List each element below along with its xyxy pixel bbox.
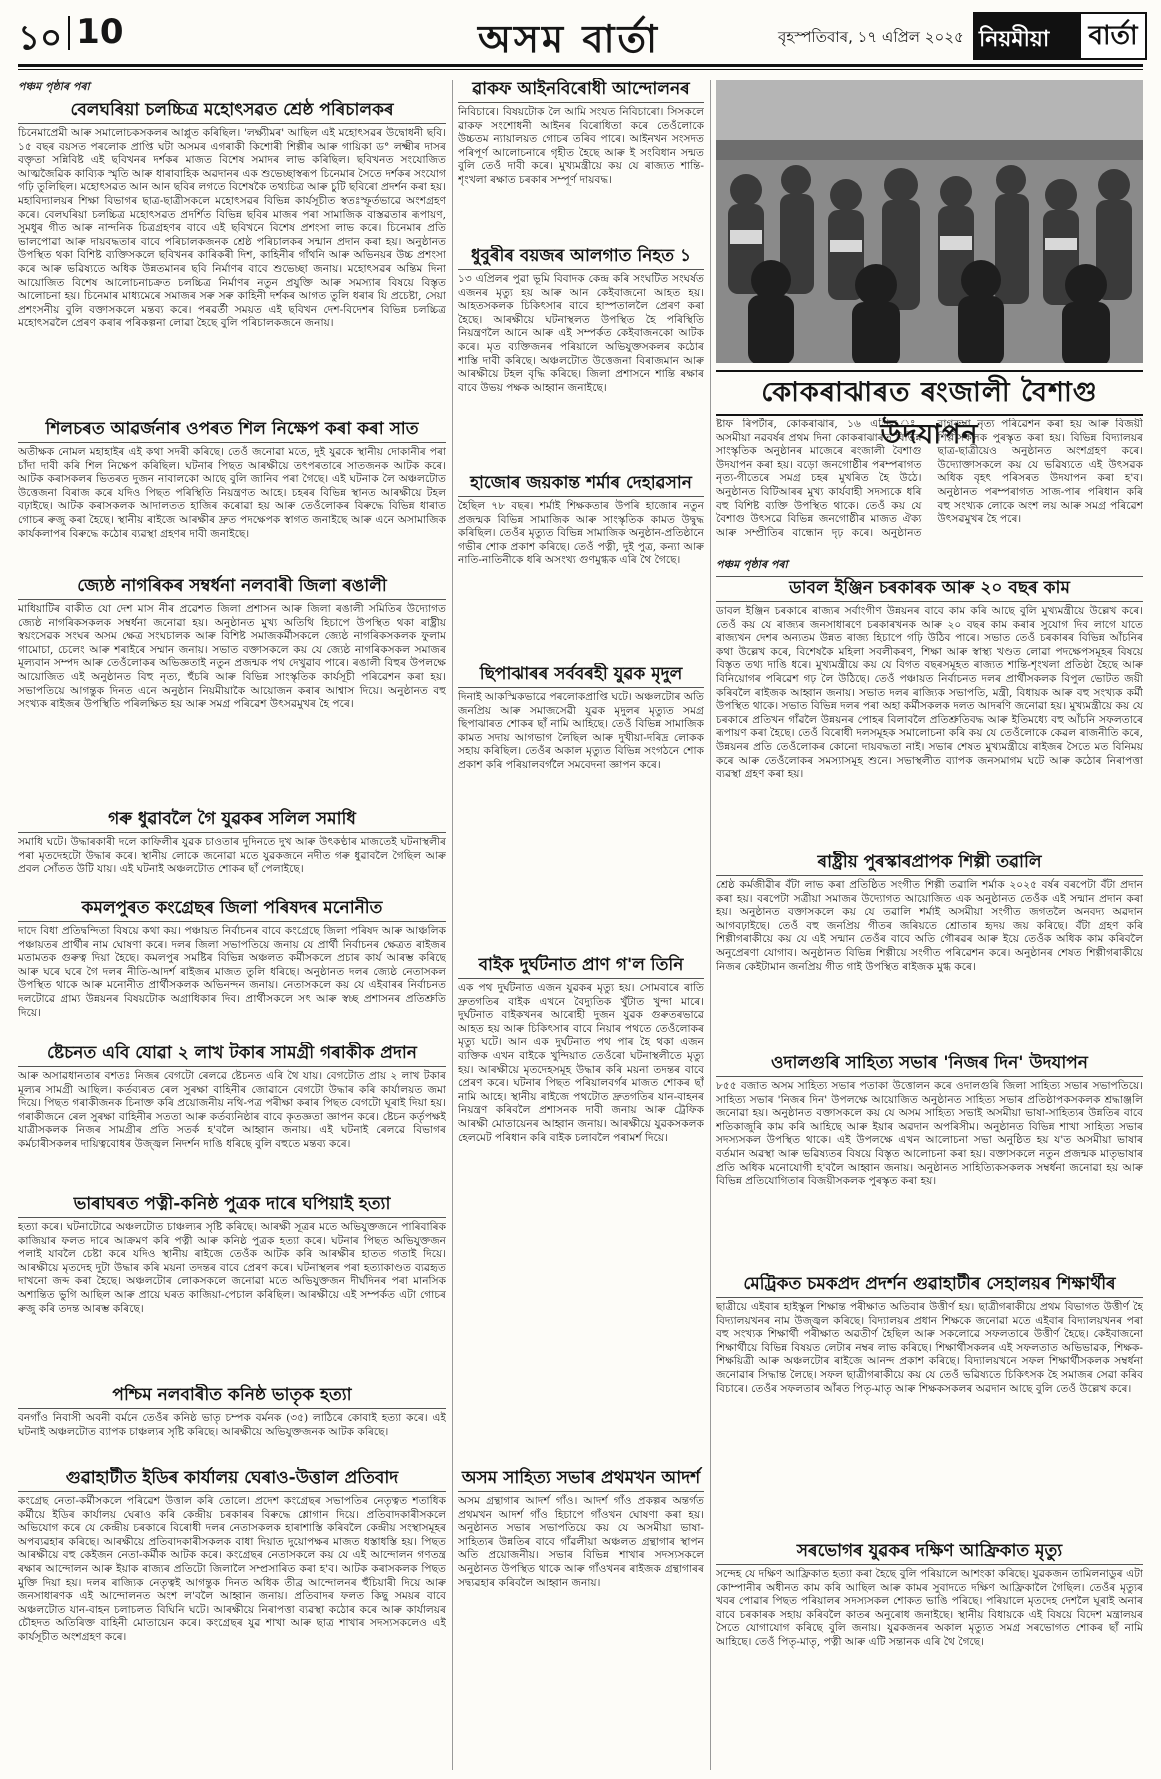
headline: পশ্চিম নলবাৰীত কনিষ্ঠ ভাতৃক হত্যা xyxy=(18,1384,446,1409)
headline: ডাবল ইঞ্জিন চৰকাৰক আৰু ২০ বছৰ কাম xyxy=(716,577,1143,602)
page-number-latin: 10 xyxy=(76,12,124,52)
issue-date: বৃহস্পতিবাৰ, ১৭ এপ্ৰিল ২০২৫ xyxy=(778,28,964,46)
article-national-award-artist xyxy=(716,851,1143,1047)
article-murder xyxy=(18,1193,446,1379)
article-body: ডাবল ইঞ্জিন চৰকাৰে ৰাজ্যৰ সৰ্বাংগীণ উন্নয়নৰ বাবে কাম কৰি আছে বুলি মুখ্যমন্ত্ৰীয়ে উল্লেখ কৰে। তেওঁ কয় যে ৰাজ্যৰ জনসাধাৰণে চৰকাৰখনক আৰু ২০ বছৰ কাম কৰাৰ সুযোগ দিব লাগে যাতে ৰাজ্যখন দেশৰ অন্যতম উন্নত ৰাজ্য হিচাপে গঢ়ি উঠিব পাৰে। সভাত তেওঁ চৰকাৰৰ বিভিন্ন আঁচনিৰ কথা উল্লেখ কৰে, বিশেষকৈ মহিলা সবলীকৰণ, শিক্ষা আৰু স্বাস্থ্য খণ্ডত লোৱা পদক্ষেপসমূহৰ বিষয়ে বিস্তৃত তথ্য দাঙি ধৰে। মুখ্যমন্ত্ৰীয়ে কয় যে বিগত বছৰসমূহত ৰাজ্যত শান্তি-শৃংখলা প্ৰতিষ্ঠা হৈছে আৰু বিনিয়োগৰ পৰিৱেশ গঢ় লৈ উঠিছে। তেওঁ পঞ্চায়ত নিৰ্বাচনত দলৰ প্ৰাৰ্থীসকলক বিপুল ভোটত জয়ী কৰিবলৈ ৰাইজক আহ্বান জনায়। সভাত দলৰ ৰাজ্যিক সভাপতি, মন্ত্ৰী, বিধায়ক আৰু বহু সংখ্যক কৰ্মী উপস্থিত থাকে। সভাত বিভিন্ন দলৰ পৰা অহা কৰ্মীসকলক দলত আদৰণি জনোৱা হয়। মুখ্যমন্ত্ৰীয়ে কয় যে চৰকাৰে প্ৰতিখন গাঁৱলৈ উন্নয়নৰ পোহৰ বিলাবলৈ প্ৰতিশ্ৰুতিবদ্ধ আৰু ইতিমধ্যে বহু আঁচনি সফলতাৰে ৰূপায়ণ কৰা হৈছে। তেওঁ বিৰোধী দলসমূহক সমালোচনা কৰি কয় যে তেওঁলোকে কেৱল ৰাজনীতি কৰে, উন্নয়নৰ প্ৰতি তেওঁলোকৰ কোনো দায়বদ্ধতা নাই। সভাৰ শেষত মুখ্যমন্ত্ৰীয়ে ৰাইজৰ সৈতে মত বিনিময় কৰে আৰু তেওঁলোকৰ সমস্যাসমূহ শুনে। সভাস্থলীত ব্যাপক জনসমাগম ঘটে আৰু কঠোৰ নিৰাপত্তা ব্যৱস্থা গ্ৰহণ কৰা হয়। xyxy=(716,605,1143,781)
article-body: অতীক্ষক নোমল মহাহাইৰ এই কথা সদৰী কৰিছে। তেওঁ জনোৱা মতে, দুই যুৱকে স্থানীয় দোকানীৰ পৰা চাঁদা দাবী কৰি শিল নিক্ষেপ কৰিছিল। ঘটনাৰ পিছত আৰক্ষীয়ে তৎপৰতাৰে সাতজনক আটক কৰে। আটক কৰাসকলৰ ভিতৰত দুজন নাবালকো আছে বুলি জানিব পৰা গৈছে। এই ঘটনাক লৈ অঞ্চলটোত উত্তেজনা বিৰাজ কৰে যদিও পিছত পৰিস্থিতি নিয়ন্ত্ৰণত আহে। চহৰৰ বিভিন্ন স্থানত আৰক্ষীয়ে টহল বঢ়াইছে। আটক কৰাসকলক আদালতত হাজিৰ কৰোৱা হয় আৰু তেওঁলোকৰ বিৰুদ্ধে বিভিন্ন ধাৰাত গোচৰ ৰুজু কৰা হৈছে। স্থানীয় ৰাইজে আৰক্ষীৰ দ্ৰুত পদক্ষেপক স্বাগত জনাইছে আৰু এনে অসামাজিক কাৰ্যকলাপৰ বিৰুদ্ধে কঠোৰ ব্যৱস্থা গ্ৰহণৰ দাবী জনাইছে। xyxy=(18,446,446,540)
page-number-divider xyxy=(68,16,70,50)
article-kamalpur xyxy=(18,897,446,1037)
article-sipajhar xyxy=(458,663,704,949)
column-divider xyxy=(452,80,453,1770)
continued-label: পঞ্চম পৃষ্ঠাৰ পৰা xyxy=(716,556,1143,577)
article-senior-citizens xyxy=(18,575,446,803)
headline: ভাৰাঘৰত পত্নী-কনিষ্ঠ পুত্ৰক দাৰে ঘপিয়াই হত্যা xyxy=(18,1193,446,1218)
article-film-festival xyxy=(18,78,446,413)
masthead xyxy=(18,10,1143,72)
bihu-celebration-photo xyxy=(716,80,1143,363)
article-body: সন্দেহ যে দক্ষিণ আফ্ৰিকাত হত্যা কৰা হৈছে বুলি পৰিয়ালে আশংকা কৰিছে। যুৱকজন তামিলনাডুৰ এটা কোম্পানীৰ অধীনত কাম কৰি আছিল আৰু কামৰ সুবাদতে দক্ষিণ আফ্ৰিকালৈ গৈছিল। তেওঁৰ মৃত্যুৰ খবৰ পোৱাৰ পিছত পৰিয়ালৰ সদস্যসকল শোকত ভাঙি পৰিছে। পৰিয়ালে মৃতদেহ দেশলৈ ঘূৰাই অনাৰ বাবে চৰকাৰক সহায় কৰিবলৈ কাতৰ অনুৰোধ জনাইছে। স্থানীয় বিধায়কে এই বিষয়ে বিদেশ মন্ত্ৰালয়ৰ সৈতে যোগাযোগ কৰিছে বুলি জনায়। যুৱকজনৰ অকাল মৃত্যুত সমগ্ৰ সৰভোগত শোকৰ ছাঁ নামি আহিছে। তেওঁ পিতৃ-মাতৃ, পত্নী আৰু এটি সন্তানক এৰি থৈ গৈছে। xyxy=(716,1568,1143,1648)
section-title: অসম বাৰ্তা xyxy=(478,16,661,61)
article-south-africa-death xyxy=(716,1540,1143,1771)
headline: গৰু ধুৱাবলৈ গৈ যুৱকৰ সলিল সমাধি xyxy=(18,808,446,833)
page-number xyxy=(18,12,124,69)
headline: মেট্ৰিকত চমকপ্ৰদ প্ৰদৰ্শন গুৱাহাটীৰ সেহালয়ৰ শিক্ষাৰ্থীৰ xyxy=(716,1273,1143,1298)
article-body: বনগাঁও নিবাসী অবনী বৰ্মনে তেওঁৰ কনিষ্ঠ ভাতৃ চম্পক বৰ্মনক (৩৫) লাঠিৰে কোবাই হত্যা কৰে। এই ঘটনাই অঞ্চলটোত ব্যাপক চাঞ্চল্যৰ সৃষ্টি কৰিছে। আৰক্ষীয়ে অভিযুক্তজনক আটক কৰিছে। xyxy=(18,1412,446,1438)
crowd-photo-graphic xyxy=(716,80,1143,363)
article-body: চিনেমাপ্ৰেমী আৰু সমালোচকসকলৰ আপ্লুত কৰিছিল। 'লক্ষ্যীমৰ' আছিল এই মহোৎসৱৰ উদ্বোধনী ছবি। ১৫ বছৰ বয়সত পৰলোক প্ৰাপ্তি ঘটা অসমৰ এগৰাকী কিশোৰী শিল্পীৰ আৰু গায়িকা ড° লক্ষ্মীৰ দাসৰ বক্তৃতা সন্নিবিষ্ট এই ছবিখনৰ দৰ্শকৰ মাজত বিশেষ সমাদৰ লাভ কৰিছিল। ছবিখনত সংযোজিত আত্মজৈৱিক কাব্যিক স্মৃতি আৰু ধাৰাবাহিক অৱদানৰ এক শুভেচ্ছাস্বৰূপ চিনেমাৰ সৈতে দৰ্শকৰ সংযোগ গঢ়ি তুলিছিল। মহোৎসৱত আন আন ছবিৰ লগতে বিশেষকৈ তথ্যচিত্ৰ আৰু চুটি ছবিৰো প্ৰদৰ্শন কৰা হয়। মহাবিদ্যালয়ৰ শিক্ষা বিভাগৰ ছাত্ৰ-ছাত্ৰীসকলে মহোৎসৱৰ বিভিন্ন কাৰ্যসূচীত স্বতঃস্ফূৰ্তভাৱে অংশগ্ৰহণ কৰে। বেলঘৰিয়া চলচ্চিত্ৰ মহোৎসৱত প্ৰদৰ্শিত বিভিন্ন ছবিৰ মাজৰ পৰা সামাজিক বাস্তৱতাৰ ৰূপায়ণ, সুমধুৰ গীত আৰু নান্দনিক চিত্ৰগ্ৰহণৰ বাবে এই ছবিখনে বিশেষ প্ৰশংসা লাভ কৰে। চিনেমাৰ প্ৰতি ভালপোৱা আৰু দায়বদ্ধতাৰ বাবে পৰিচালকজনক শ্ৰেষ্ঠ পৰিচালকৰ সন্মান প্ৰদান কৰা হয়। অনুষ্ঠানত উপস্থিত থকা বিশিষ্ট ব্যক্তিসকলে ছবিখনৰ কাৰিকৰী দিশ, কাহিনীৰ গাঁথনি আৰু অভিনয়ৰ উচ্চ প্ৰশংসা কৰে আৰু ভৱিষ্যতে অধিক উন্নতমানৰ ছবি নিৰ্মাণৰ বাবে শুভেচ্ছা জনায়। মহোৎসৱৰ অন্তিম দিনা আয়োজিত বিশেষ আলোচনাচক্ৰত চলচ্চিত্ৰ নিৰ্মাণৰ নতুন প্ৰযুক্তি আৰু সমস্যাৰ বিষয়ে বিস্তৃত আলোচনা হয়। চিনেমাৰ মাধ্যমেৰে সমাজৰ সৰু সৰু কাহিনী দৰ্শকৰ আগত তুলি ধৰাৰ যি প্ৰচেষ্টা, সেয়া প্ৰশংসনীয় বুলি বক্তাসকলে মন্তব্য কৰে। পৰৱৰ্তী সময়ত এই ছবিখন দেশ-বিদেশৰ বিভিন্ন চলচ্চিত্ৰ মহোৎসৱলৈ প্ৰেৰণ কৰাৰ পৰিকল্পনা লোৱা হৈছে বুলি পৰিচালকজনে জনায়। xyxy=(18,127,446,330)
headline: ছিপাঝাৰৰ সৰ্ববৰহী যুৱক মৃদুল xyxy=(458,663,704,688)
headline: সৰভোগৰ যুৱকৰ দক্ষিণ আফ্ৰিকাত মৃত্যু xyxy=(716,1540,1143,1565)
article-body: অসম গ্ৰন্থাগাৰ আদৰ্শ গাঁও। আদৰ্শ গাঁও প্ৰকল্পৰ অন্তৰ্গত প্ৰথমখন আদৰ্শ গাঁও হিচাপে গাঁওখন ঘোষণা কৰা হয়। অনুষ্ঠানত সভাৰ সভাপতিয়ে কয় যে অসমীয়া ভাষা-সাহিত্যৰ উন্নতিৰ বাবে গাঁৱলীয়া অঞ্চলত গ্ৰন্থাগাৰ স্থাপন অতি প্ৰয়োজনীয়। সভাৰ বিভিন্ন শাখাৰ সদস্যসকলে অনুষ্ঠানত উপস্থিত থাকে আৰু গাঁওখনৰ ৰাইজক গ্ৰন্থাগাৰৰ সদ্ব্যৱহাৰ কৰিবলৈ আহ্বান জনায়। xyxy=(458,1495,704,1589)
bihu-headline-banner xyxy=(716,370,1143,450)
logo-text-2: বাৰ্তা xyxy=(1081,14,1145,58)
headline: বেলঘৰিয়া চলচ্চিত্ৰ মহোৎসৱত শ্ৰেষ্ঠ পৰিচালকৰ xyxy=(18,99,446,124)
article-body: দাদে বিধা প্ৰতিদ্বন্দিতা বিষয়ে কথা কয়। পঞ্চায়ত নিৰ্বাচনৰ বাবে কংগ্ৰেছে জিলা পৰিষদ আৰু আঞ্চলিক পঞ্চায়তৰ প্ৰাৰ্থীৰ নাম ঘোষণা কৰে। দলৰ জিলা সভাপতিয়ে জনায় যে প্ৰাৰ্থী নিৰ্বাচনৰ ক্ষেত্ৰত ৰাইজৰ মতামতক গুৰুত্ব দিয়া হৈছে। কমলপুৰ সমষ্টিৰ বিভিন্ন অঞ্চলত কৰ্মীসকলে প্ৰচাৰ কাৰ্য আৰম্ভ কৰিছে আৰু ঘৰে ঘৰে গৈ দলৰ নীতি-আদৰ্শ ৰাইজৰ মাজত তুলি ধৰিছে। অনুষ্ঠানত দলৰ জ্যেষ্ঠ নেতাসকল উপস্থিত থাকে আৰু মনোনীত প্ৰাৰ্থীসকলক অভিনন্দন জনায়। নেতাসকলে কয় যে এইবাৰৰ নিৰ্বাচনত দলটোৱে গ্ৰাম্য উন্নয়নৰ বিষয়টোক অগ্ৰাধিকাৰ দিব। প্ৰাৰ্থীসকলে সৎ আৰু স্বচ্ছ প্ৰশাসনৰ প্ৰতিশ্ৰুতি দিয়ে। xyxy=(18,925,446,1019)
headline: ৰাষ্ট্ৰীয় পুৰস্কাৰপ্ৰাপক শিল্পী তৱালি xyxy=(716,851,1143,876)
logo-text-1: নিয়মীয়া xyxy=(979,27,1050,52)
article-body: নিবিচাৰে। বিষয়টোক লৈ আমি সংযত নিবিচাৰো। সিসকলে ৱাকফ সংশোধনী আইনৰ বিৰোধিতা কৰে তেওঁলোকে উচ্চতম ন্যায়ালয়ত গোচৰ তৰিব পাৰে। আইনখন সংসদত পৰিপূৰ্ণ আলোচনাৰে গৃহীত হৈছে আৰু ই সংবিধান সন্মত বুলি তেওঁ দাবী কৰে। মুখ্যমন্ত্ৰীয়ে কয় যে ৰাজ্যত শান্তি-শৃংখলা ৰক্ষাত চৰকাৰ সম্পূৰ্ণ দায়বদ্ধ। xyxy=(458,106,704,186)
headline: হাজোৰ জয়কান্ত শৰ্মাৰ দেহাৱসান xyxy=(458,472,704,497)
article-body: সমাধি ঘটে। উদ্ধাৰকাৰী দলে কাফিলীৰ যুৱক চাওতাৰ দুদিনতে দুখ আৰু উৎকণ্ঠাৰ মাজতেই ঘটনাস্থলীৰ পৰা মৃতদেহটো উদ্ধাৰ কৰে। স্থানীয় লোকে জনোৱা মতে যুৱকজনে নদীত গৰু ধুৱাবলৈ গৈছিল আৰু প্ৰবল সোঁতত উটি যায়। এই ঘটনাই অঞ্চলটোত শোকৰ ছাঁ পেলাইছে। xyxy=(18,836,446,876)
article-station-bag xyxy=(18,1042,446,1188)
headline: অসম সাহিত্য সভাৰ প্ৰথমখন আদৰ্শ xyxy=(458,1467,704,1492)
article-body: হত্যা কৰে। ঘটনাটোৱে অঞ্চলটোত চাঞ্চল্যৰ সৃষ্টি কৰিছে। আৰক্ষী সূত্ৰৰ মতে অভিযুক্তজনে পাৰিবাৰিক কাজিয়াৰ ফলত দাৰে আক্ৰমণ কৰি পত্নী আৰু কনিষ্ঠ পুত্ৰক হত্যা কৰে। ঘটনাৰ পিছত অভিযুক্তজন পলাই যাবলৈ চেষ্টা কৰে যদিও স্থানীয় ৰাইজে তেওঁক আটক কৰি আৰক্ষীৰ হাতত গতাই দিয়ে। আৰক্ষীয়ে মৃতদেহ দুটা উদ্ধাৰ কৰি ময়না তদন্তৰ বাবে প্ৰেৰণ কৰে। ঘটনাস্থলৰ পৰা হত্যাকাণ্ডত ব্যৱহৃত দাখনো জব্দ কৰা হৈছে। অঞ্চলটোৰ লোকসকলে জনোৱা মতে অভিযুক্তজন দীৰ্ঘদিনৰ পৰা মানসিক অশান্তিত ভুগি আছিল আৰু প্ৰায়ে ঘৰত কাজিয়া-পেচাল কৰিছিল। আৰক্ষীয়ে এই সম্পৰ্কত এটা গোচৰ ৰুজু কৰি তদন্ত আৰম্ভ কৰিছে। xyxy=(18,1221,446,1315)
masthead-rule xyxy=(18,64,1143,67)
article-bike-accident xyxy=(458,954,704,1462)
headline: গুৱাহাটীত ইডিৰ কাৰ্যালয় ঘেৰাও-উত্তাল প্ৰতিবাদ xyxy=(18,1467,446,1492)
headline: ধুবুৰীৰ বয়জৰ আলগাত নিহত ১ xyxy=(458,245,704,270)
article-body: মাধিয়াটিৰ বাকীত যো দেশ মাস নীৰ প্ৰৱেশত জিলা প্ৰশাসন আৰু জিলা ৰঙালী সমিতিৰ উদ্যোগত জ্যেষ্ঠ নাগৰিকসকলক সম্বৰ্ধনা জনোৱা হয়। অনুষ্ঠানত মুখ্য অতিথি হিচাপে উপস্থিত থকা ৰাষ্ট্ৰীয় স্বয়ংসেৱক সংঘৰ অসম ক্ষেত্ৰ সংঘচালক আৰু বিশিষ্ট সমাজকৰ্মীসকলে জ্যেষ্ঠ নাগৰিকসকলক ফুলাম গামোচা, চেলেং আৰু শৰাইৰে সম্মান জনায়। সভাত বক্তাসকলে কয় যে জ্যেষ্ঠ নাগৰিকসকল সমাজৰ মূল্যবান সম্পদ আৰু তেওঁলোকৰ অভিজ্ঞতাই নতুন প্ৰজন্মক পথ দেখুৱাব পাৰে। ৰঙালী বিহুৰ উপলক্ষে আয়োজিত এই অনুষ্ঠানত বিহু নৃত্য, হুঁচৰি আৰু বিভিন্ন সাংস্কৃতিক কাৰ্যসূচী পৰিৱেশন কৰা হয়। সভাপতিয়ে আগন্তুক দিনত এনে অনুষ্ঠান নিয়মীয়াকৈ আয়োজন কৰাৰ আশ্বাস দিয়ে। অনুষ্ঠানত বহু সংখ্যক ৰাইজৰ উপস্থিতি পৰিলক্ষিত হয় আৰু সমগ্ৰ পৰিৱেশ উৎসৱমুখৰ হৈ পৰে। xyxy=(18,603,446,711)
column-divider xyxy=(710,80,711,1770)
headline: ৱাকফ আইনবিৰোধী আন্দোলনৰ xyxy=(458,78,704,103)
continued-label: পঞ্চম পৃষ্ঠাৰ পৰা xyxy=(18,80,90,93)
article-sahitya-sabha-village xyxy=(458,1467,704,1771)
article-body: হৈছিল ৭৮ বছৰ। শৰ্মাই শিক্ষকতাৰ উপৰি হাজোৰ নতুন প্ৰজন্মক বিভিন্ন সামাজিক আৰু সাংস্কৃতিক কামত উদ্বুদ্ধ কৰিছিল। তেওঁৰ মৃত্যুত বিভিন্ন সামাজিক অনুষ্ঠান-প্ৰতিষ্ঠানে গভীৰ শোক প্ৰকাশ কৰিছে। তেওঁ পত্নী, দুই পুত্ৰ, কন্যা আৰু নাতি-নাতিনীকে ধৰি অসংখ্য গুণমুগ্ধক এৰি থৈ গৈছে। xyxy=(458,500,704,567)
page-number-bengali: ১০ xyxy=(18,18,63,58)
article-dhubri xyxy=(458,245,704,467)
article-drowning xyxy=(18,808,446,892)
article-bihu-body xyxy=(716,418,1143,550)
headline: বাইক দুৰ্ঘটনাত প্ৰাণ গ'ল তিনি xyxy=(458,954,704,979)
article-double-engine xyxy=(716,556,1143,846)
headline: শিলচৰত আৱৰ্জনাৰ ওপৰত শিল নিক্ষেপ কৰা কৰা সাত xyxy=(18,418,446,443)
article-nalbari xyxy=(18,1384,446,1462)
article-hajo-obituary xyxy=(458,472,704,658)
article-ed-protest xyxy=(18,1467,446,1771)
article-body: ছাত্ৰীয়ে এইবাৰ হাইস্কুল শিক্ষান্ত পৰীক্ষাত অতিবাৰ উত্তীৰ্ণ হয়। ছাত্ৰীগৰাকীয়ে প্ৰথম বিভাগত উত্তীৰ্ণ হৈ বিদ্যালয়খনৰ নাম উজ্জ্বল কৰিছে। বিদ্যালয়ৰ প্ৰধান শিক্ষকে জনোৱা মতে এইবাৰ বিদ্যালয়খনৰ পৰা বহু সংখ্যক শিক্ষাৰ্থী পৰীক্ষাত অৱতীৰ্ণ হৈছিল আৰু সকলোৱে সফলতাৰে উত্তীৰ্ণ হৈছে। কেইবাজনো শিক্ষাৰ্থীয়ে বিভিন্ন বিষয়ত লেটাৰ নম্বৰ লাভ কৰিছে। শিক্ষাৰ্থীসকলৰ এই সফলতাত অভিভাৱক, শিক্ষক-শিক্ষয়িত্ৰী আৰু অঞ্চলটোৰ ৰাইজে আনন্দ প্ৰকাশ কৰিছে। বিদ্যালয়খনে সফল শিক্ষাৰ্থীসকলক সম্বৰ্ধনা জনোৱাৰ সিদ্ধান্ত লৈছে। সফল ছাত্ৰীগৰাকীয়ে কয় যে তেওঁ ভৱিষ্যতে চিকিৎসক হৈ সমাজৰ সেৱা কৰিব বিচাৰে। তেওঁৰ সফলতাৰ আঁৰত পিতৃ-মাতৃ আৰু শিক্ষকসকলৰ অৱদান আছে বুলি তেওঁ উল্লেখ কৰে। xyxy=(716,1301,1143,1395)
article-waqf xyxy=(458,78,704,240)
article-body: ১৩ এপ্ৰিলৰ পুৱা ভূমি বিবাদক কেন্দ্ৰ কৰি সংঘটিত সংঘৰ্ষত এজনৰ মৃত্যু হয় আৰু আন কেইবাজনো আহত হয়। আহতসকলক চিকিৎসাৰ বাবে হাস্পতাললৈ প্ৰেৰণ কৰা হৈছে। আৰক্ষীয়ে ঘটনাস্থলত উপস্থিত হৈ পৰিস্থিতি নিয়ন্ত্ৰণলৈ আনে আৰু এই সম্পৰ্কত কেইবাজনকো আটক কৰে। মৃত ব্যক্তিজনৰ পৰিয়ালে অভিযুক্তসকলৰ কঠোৰ শাস্তি দাবী কৰিছে। অঞ্চলটোত উত্তেজনা বিৰাজমান আৰু আৰক্ষীয়ে টহল বৃদ্ধি কৰিছে। জিলা প্ৰশাসনে শান্তি ৰক্ষাৰ বাবে উভয় পক্ষক আহ্বান জনাইছে। xyxy=(458,273,704,394)
headline: জ্যেষ্ঠ নাগৰিকৰ সম্বৰ্ধনা নলবাৰী জিলা ৰঙালী xyxy=(18,575,446,600)
article-body: কংগ্ৰেছ নেতা-কৰ্মীসকলে পৰিৱেশ উত্তাল কৰি তোলে। প্ৰদেশ কংগ্ৰেছৰ সভাপতিৰ নেতৃত্বত শতাধিক কৰ্মীয়ে ইডিৰ কাৰ্যালয় ঘেৰাও কৰি কেন্দ্ৰীয় চৰকাৰৰ বিৰুদ্ধে শ্লোগান দিয়ে। প্ৰতিবাদকাৰীসকলে অভিযোগ কৰে যে কেন্দ্ৰীয় চৰকাৰে বিৰোধী দলৰ নেতাসকলক হাৰাশাস্তি কৰিবলৈ কেন্দ্ৰীয় সংস্থাসমূহৰ অপব্যৱহাৰ কৰিছে। আৰক্ষীয়ে প্ৰতিবাদকাৰীসকলক বাধা দিয়াত দুয়োপক্ষৰ মাজত ধস্তাধস্তি হয়। পিছত আৰক্ষীয়ে বহু কেইজন নেতা-কৰ্মীক আটক কৰে। কংগ্ৰেছৰ নেতাসকলে কয় যে এই আন্দোলন গণতন্ত্ৰ ৰক্ষাৰ আন্দোলন আৰু ইয়াক ৰাজ্যৰ প্ৰতিটো জিলালৈ সম্প্ৰসাৰিত কৰা হ'ব। আটক কৰাসকলক পিছত মুক্তি দিয়া হয়। দলৰ ৰাজ্যিক নেতৃত্বই আগন্তুক দিনত অধিক তীব্ৰ আন্দোলনৰ হুঁচিয়াৰী দিয়ে আৰু জনসাধাৰণক এই আন্দোলনত অংশ ল'বলৈ আহ্বান জনায়। প্ৰতিবাদৰ ফলত কিছু সময়ৰ বাবে অঞ্চলটোত যান-বাহন চলাচলত বিঘিনি ঘটে। আৰক্ষীয়ে নিৰাপত্তা ব্যৱস্থা কঠোৰ কৰে আৰু কাৰ্যালয়ৰ চৌহদত অতিৰিক্ত বাহিনী মোতায়েন কৰে। কংগ্ৰেছৰ যুৱ শাখা আৰু ছাত্ৰ শাখাৰ সদস্যসকলেও এই কাৰ্যসূচীত অংশগ্ৰহণ কৰে। xyxy=(18,1495,446,1643)
article-matric-result xyxy=(716,1273,1143,1535)
article-body: ৮৫৫ বজাত অসম সাহিত্য সভাৰ পতাকা উত্তোলন কৰে ওদালগুৰি জিলা সাহিত্য সভাৰ সভাপতিয়ে। সাহিত্য সভাৰ 'নিজৰ দিন' উপলক্ষে আয়োজিত অনুষ্ঠানত সাহিত্য সভাৰ প্ৰতিষ্ঠাপকসকলক শ্ৰদ্ধাঞ্জলি জনোৱা হয়। অনুষ্ঠানত বক্তাসকলে কয় যে অসম সাহিত্য সভাই অসমীয়া ভাষা-সাহিত্যৰ উন্নতিৰ বাবে শতিকাজুৰি কাম কৰি আহিছে আৰু ইয়াৰ অৱদান অপৰিসীম। অনুষ্ঠানত বিভিন্ন শাখা সাহিত্য সভাৰ সদস্যসকল উপস্থিত থাকে। এই উপলক্ষে এখন আলোচনা সভা অনুষ্ঠিত হয় য'ত অসমীয়া ভাষাৰ বৰ্তমান অৱস্থা আৰু ভৱিষ্যতৰ বিষয়ে বিস্তৃত আলোচনা কৰা হয়। বক্তাসকলে নতুন প্ৰজন্মক মাতৃভাষাৰ প্ৰতি অধিক মনোযোগী হ'বলৈ আহ্বান জনায়। অনুষ্ঠানত সাহিত্যিকসকলক সম্বৰ্ধনা জনোৱা হয় আৰু বিভিন্ন প্ৰতিযোগিতাৰ বিজয়ীসকলক পুৰস্কৃত কৰা হয়। xyxy=(716,1080,1143,1188)
headline: ওদালগুৰি সাহিত্য সভাৰ 'নিজৰ দিন' উদযাপন xyxy=(716,1052,1143,1077)
headline: কমলপুৰত কংগ্ৰেছৰ জিলা পৰিষদৰ মনোনীত xyxy=(18,897,446,922)
headline: ষ্টেচনত এবি যোৱা ২ লাখ টকাৰ সামগ্ৰী গৰাকীক প্ৰদান xyxy=(18,1042,446,1067)
article-body: দিনাই আকস্মিকভাৱে পৰলোকপ্ৰাপ্তি ঘটে। অঞ্চলটোৰ অতি জনপ্ৰিয় আৰু সমাজসেৱী যুৱক মৃদুলৰ মৃত্যুত সমগ্ৰ ছিপাঝাৰত শোকৰ ছাঁ নামি আহিছে। তেওঁ বিভিন্ন সামাজিক কামত সদায় আগভাগ লৈছিল আৰু দুখীয়া-দৰিদ্ৰ লোকক সহায় কৰিছিল। তেওঁৰ অকাল মৃত্যুত বিভিন্ন সংগঠনে শোক প্ৰকাশ কৰি পৰিয়ালবৰ্গলৈ সমবেদনা জ্ঞাপন কৰে। xyxy=(458,691,704,771)
article-silchar xyxy=(18,418,446,570)
article-body: শ্ৰেষ্ঠ কৰ্মজীৱীৰ বঁটা লাভ কৰা প্ৰতিষ্ঠিত সংগীত শিল্পী তৱালি শৰ্মাক ২০২৫ বৰ্ষৰ বৰপেটা বঁটা প্ৰদান কৰা হয়। বৰপেটা সত্ৰীয়া সমাজৰ উদ্যোগত আয়োজিত এক অনুষ্ঠানত তেওঁক এই সন্মান প্ৰদান কৰা হয়। অনুষ্ঠানত বক্তাসকলে কয় যে তৱালি শৰ্মাই অসমীয়া সংগীত জগতলৈ অনবদ্য অৱদান আগবঢ়াইছে। তেওঁ বহু জনপ্ৰিয় গীতৰ জৰিয়তে শ্ৰোতাৰ হৃদয় জয় কৰিছে। বঁটা গ্ৰহণ কৰি শিল্পীগৰাকীয়ে কয় যে এই সন্মান তেওঁৰ বাবে অতি গৌৰৱৰ আৰু ইয়ে তেওঁক অধিক কাম কৰিবলৈ অনুপ্ৰেৰণা যোগাব। অনুষ্ঠানত বিভিন্ন শিল্পীয়ে সংগীত পৰিৱেশন কৰে। অনুষ্ঠানৰ শেষত শিল্পীগৰাকীয়ে নিজৰ কেইটামান জনপ্ৰিয় গীত গাই উপস্থিত ৰাইজক মুগ্ধ কৰে। xyxy=(716,879,1143,973)
article-body: ষ্টাফ ৰিপৰ্টাৰ, কোকৰাঝাৰ, ১৬ এপ্ৰিল ঃ অসমীয়া নৱবৰ্ষৰ প্ৰথম দিনা কোকৰাঝাৰত বিভিন্ন সাংস্কৃতিক অনুষ্ঠানৰ মাজেৰে ৰংজালী বৈশাগু উদযাপন কৰা হয়। বড়ো জনগোষ্ঠীৰ পৰম্পৰাগত নৃত্য-গীতেৰে সমগ্ৰ চহৰ মুখৰিত হৈ উঠে। অনুষ্ঠানত বিটিআৰৰ মুখ্য কাৰ্যবাহী সদস্যকে ধৰি বহু বিশিষ্ট ব্যক্তি উপস্থিত থাকে। তেওঁ কয় যে বৈশাগু উৎসৱে বিভিন্ন জনগোষ্ঠীৰ মাজত ঐক্য আৰু সম্প্ৰীতিৰ বান্ধোন দৃঢ় কৰে। অনুষ্ঠানত বাগৰুম্বা নৃত্য পৰিৱেশন কৰা হয় আৰু বিজয়ী শিল্পীসকলক পুৰস্কৃত কৰা হয়। বিভিন্ন বিদ্যালয়ৰ ছাত্ৰ-ছাত্ৰীয়েও অনুষ্ঠানত অংশগ্ৰহণ কৰে। উদ্যোক্তাসকলে কয় যে ভৱিষ্যতে এই উৎসৱক অধিক বৃহৎ পৰিসৰত উদযাপন কৰা হ'ব। অনুষ্ঠানত পৰম্পৰাগত সাজ-পাৰ পৰিধান কৰি বহু সংখ্যক লোকে অংশ লয় আৰু সমগ্ৰ পৰিৱেশ উৎসৱমুখৰ হৈ পৰে। xyxy=(716,418,1143,539)
banner-headline: কোকৰাঝাৰত ৰংজালী বৈশাগু উদযাপন xyxy=(761,377,1098,450)
article-body: আৰু অসাৱধানতাৰ বশতঃ নিজৰ বেগটো ৰেলৱে ষ্টেচনত এৰি থৈ যায়। বেগটোত প্ৰায় ২ লাখ টকাৰ মূল্যৰ সামগ্ৰী আছিল। কৰ্তব্যৰত ৰেল সুৰক্ষা বাহিনীৰ জোৱানে বেগটো উদ্ধাৰ কৰি কাৰ্যালয়ত জমা দিয়ে। পিছত গৰাকীজনক চিনাক্ত কৰি প্ৰয়োজনীয় নথি-পত্ৰ পৰীক্ষা কৰাৰ পিছত বেগটো ঘূৰাই দিয়া হয়। গৰাকীজনে ৰেল সুৰক্ষা বাহিনীৰ সততা আৰু কৰ্তব্যনিষ্ঠাৰ বাবে কৃতজ্ঞতা জ্ঞাপন কৰে। ষ্টেচন কৰ্তৃপক্ষই যাত্ৰীসকলক নিজৰ সামগ্ৰীৰ প্ৰতি সতৰ্ক হ'বলৈ আহ্বান জনায়। এই ঘটনাই ৰেলৱে বিভাগৰ কৰ্মচাৰীসকলৰ দায়িত্ববোধৰ উজ্জ্বল নিদৰ্শন দাঙি ধৰিছে বুলি বহুতে মন্তব্য কৰে। xyxy=(18,1070,446,1150)
newspaper-logo xyxy=(973,12,1147,60)
masthead-rule-thin xyxy=(18,69,1143,70)
article-body: এক পথ দুৰ্ঘটনাত এজন যুৱকৰ মৃত্যু হয়। সোমবাৰে ৰাতি দ্ৰুতগতিৰ বাইক এখনে বৈদ্যুতিক খুঁটাত খুন্দা মাৰে। দুৰ্ঘটনাত বাইকখনৰ আৰোহী দুজন যুৱক গুৰুতৰভাৱে আহত হয় আৰু চিকিৎসাৰ বাবে নিয়াৰ পথতে তেওঁলোকৰ মৃত্যু ঘটে। আন এক দুৰ্ঘটনাত পথ পাৰ হৈ থকা এজন ব্যক্তিক এখন বাইকে খুন্দিয়াত তেওঁৰো ঘটনাস্থলীতে মৃত্যু হয়। আৰক্ষীয়ে মৃতদেহসমূহ উদ্ধাৰ কৰি ময়না তদন্তৰ বাবে প্ৰেৰণ কৰে। ঘটনাৰ পিছত পৰিয়ালবৰ্গৰ মাজত শোকৰ ছাঁ নামি আহে। স্থানীয় ৰাইজে পথটোত দ্ৰুতগতিৰ যান-বাহনৰ নিয়ন্ত্ৰণ কৰিবলৈ প্ৰশাসনক দাবী জনায় আৰু ট্ৰেফিক আৰক্ষী মোতায়েনৰ আহ্বান জনায়। আৰক্ষীয়ে যুৱকসকলক হেলমেট পৰিধান কৰি বাইক চলাবলৈ পৰামৰ্শ দিয়ে। xyxy=(458,982,704,1144)
article-udalguri-sahitya xyxy=(716,1052,1143,1268)
